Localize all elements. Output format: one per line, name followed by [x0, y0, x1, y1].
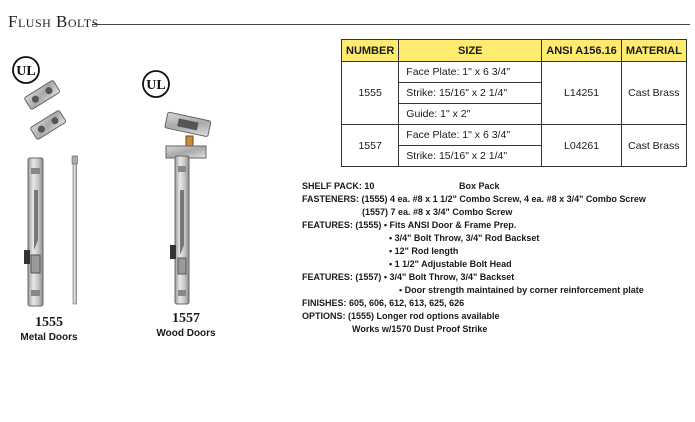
options-row — [302, 323, 646, 336]
features-text: • 1 1/2" Adjustable Bolt Head — [389, 259, 512, 269]
features-row — [302, 271, 646, 284]
features-row — [302, 284, 646, 297]
cell-number: 1555 — [342, 62, 399, 125]
cell-size: Strike: 15/16" x 2 1/4" — [399, 146, 542, 167]
rod-1555-icon — [72, 156, 78, 304]
features-text: • 3/4" Bolt Throw, 3/4" Rod Backset — [389, 233, 540, 243]
cell-ansi: L04261 — [542, 125, 622, 167]
fasteners-text: (1557) 7 ea. #8 x 3/4" Combo Screw — [362, 207, 513, 217]
features-row — [302, 258, 646, 271]
features-row — [302, 232, 646, 245]
cell-number: 1557 — [342, 125, 399, 167]
features-text: (1557) • 3/4" Bolt Throw, 3/4" Backset — [355, 272, 515, 282]
cell-size: Face Plate: 1" x 6 3/4" — [399, 125, 542, 146]
options-label: OPTIONS: — [302, 311, 346, 321]
fasteners-label: FASTENERS: — [302, 194, 360, 204]
table-row — [342, 62, 687, 83]
fasteners-text: (1555) 4 ea. #8 x 1 1/2" Combo Screw, 4 ea. #8 x 3/4" Combo Screw — [361, 194, 646, 204]
ul-logo-icon — [143, 71, 169, 97]
shelf-pack-row — [302, 180, 646, 193]
features-label: FEATURES: — [302, 220, 353, 230]
cell-material: Cast Brass — [621, 62, 686, 125]
cell-size: Face Plate: 1" x 6 3/4" — [399, 62, 542, 83]
product-1555-label — [14, 315, 84, 343]
options-row — [302, 310, 646, 323]
spec-table — [341, 39, 687, 167]
section-title: Flush Bolts — [8, 12, 99, 31]
column-header: NUMBER — [342, 40, 399, 62]
options-text: Works w/1570 Dust Proof Strike — [352, 324, 488, 334]
cell-size: Guide: 1" x 2" — [399, 104, 542, 125]
product-illustrations — [0, 40, 300, 340]
title-rule — [92, 24, 690, 25]
strike-plate-1557-icon — [165, 112, 211, 137]
product-number: 1555 — [35, 315, 63, 330]
shelf-pack-label: SHELF PACK: — [302, 181, 362, 191]
fasteners-row — [302, 193, 646, 206]
guide-plate-1555-icon — [30, 110, 66, 140]
features-text: • Door strength maintained by corner reinforcement plate — [399, 285, 644, 295]
product-1557-label — [148, 311, 224, 339]
svg-text:UL: UL — [16, 64, 36, 79]
features-row — [302, 245, 646, 258]
features-label: FEATURES: — [302, 272, 353, 282]
flush-bolt-1557-icon — [166, 136, 206, 304]
table-header-row — [342, 40, 687, 62]
options-text: (1555) Longer rod options available — [348, 311, 500, 321]
fasteners-row — [302, 206, 646, 219]
product-details — [302, 180, 646, 336]
shelf-pack-value: 10 — [364, 181, 375, 191]
column-header: ANSI A156.16 — [542, 40, 622, 62]
product-number: 1557 — [172, 311, 200, 326]
product-door-type: Wood Doors — [156, 328, 216, 339]
cell-size: Strike: 15/16" x 2 1/4" — [399, 83, 542, 104]
flush-bolt-1555-icon — [24, 158, 43, 306]
features-text: • 12" Rod length — [389, 246, 459, 256]
ul-logo-icon — [13, 57, 39, 83]
finishes-row — [302, 297, 646, 310]
features-text: (1555) • Fits ANSI Door & Frame Prep. — [355, 220, 517, 230]
finishes-text: 605, 606, 612, 613, 625, 626 — [349, 298, 465, 308]
column-header: SIZE — [399, 40, 542, 62]
finishes-label: FINISHES: — [302, 298, 347, 308]
table-row — [342, 125, 687, 146]
column-header: MATERIAL — [621, 40, 686, 62]
shelf-pack-unit: Box Pack — [459, 181, 500, 191]
product-door-type: Metal Doors — [20, 332, 78, 343]
features-row — [302, 219, 646, 232]
svg-text:UL: UL — [146, 78, 166, 93]
strike-plate-1555-icon — [24, 80, 60, 110]
cell-ansi: L14251 — [542, 62, 622, 125]
cell-material: Cast Brass — [621, 125, 686, 167]
